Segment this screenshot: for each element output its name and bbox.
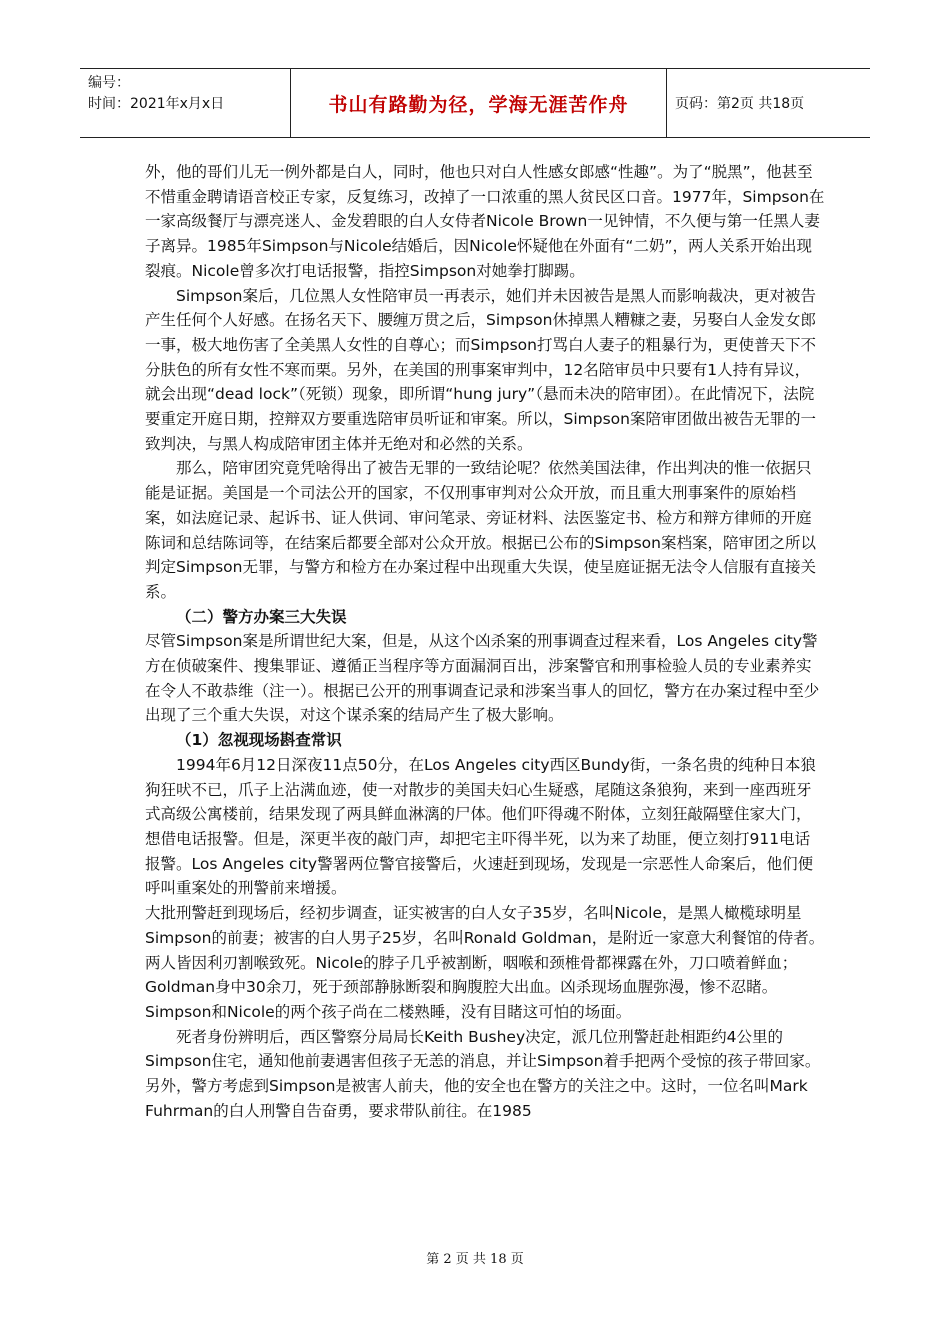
section-heading: （二）警方办案三大失误	[176, 607, 347, 626]
paragraph: 1994年6月12日深夜11点50分，在Los Angeles city西区Bundy街，一条名贵的纯种日本狼狗狂吠不已，爪子上沾满血迹，使一对散步的美国夫妇心生疑惑，尾随这条狼狗，来到一座西班牙式高级公寓楼前，结果发现了两具鲜血淋漓的尸体。他们吓得魂不附体，立刻狂敲隔壁住家大门，想借电话报警。但是，深更半夜的敲门声，却把宅主吓得半死，以为来了劫匪，便立刻打911电话报警。Los Angeles city警署两位警官接警后，火速赶到现场，发现是一宗恶性人命案后，他们便呼叫重案处的刑警前来增援。	[145, 755, 816, 898]
header-motto: 书山有路勤为径，学海无涯苦作舟	[291, 69, 667, 137]
date-label: 时间：2021年x月x日	[88, 96, 225, 112]
paragraph: 死者身份辨明后，西区警察分局局长Keith Bushey决定，派几位刑警赶赴相距约4公里的Simpson住宅，通知他前妻遇害但孩子无恙的消息，并让Simpson着手把两个受惊的孩子带回家。另外，警方考虑到Simpson是被害人前夫，他的安全也在警方的关注之中。这时，一位名叫Mark Fuhrman的白人刑警自告奋勇，要求带队前往。在1985	[145, 1027, 821, 1120]
paragraph: 大批刑警赶到现场后，经初步调查，证实被害的白人女子35岁，名叫Nicole，是黑人橄榄球明星Simpson的前妻；被害的白人男子25岁，名叫Ronald Goldman，是附近一家意大利餐馆的侍者。两人皆因利刃割喉致死。Nicole的脖子几乎被割断，咽喉和颈椎骨都裸露在外，刀口喷着鲜血；Goldman身中30余刀，死于颈部静脉断裂和胸腹腔大出血。凶杀现场血腥弥漫，惨不忍睹。Simpson和Nicole的两个孩子尚在二楼熟睡，没有目睹这可怕的场面。	[145, 904, 825, 1021]
subsection-heading: （1）忽视现场斟查常识	[176, 731, 342, 750]
paragraph: 那么，陪审团究竟凭啥得出了被告无罪的一致结论呢？依然美国法律，作出判决的惟一依据只能是证据。美国是一个司法公开的国家，不仅刑事审判对公众开放，而且重大刑事案件的原始档案，如法庭记录、起诉书、证人供词、审问笔录、旁证材料、法医鉴定书、检方和辩方律师的开庭陈词和总结陈词等，在结案后都要全部对公众开放。根据已公布的Simpson案档案，陪审团之所以判定Simpson无罪，与警方和检方在办案过程中出现重大失误，使呈庭证据无法令人信服有直接关系。	[145, 459, 816, 601]
header-page-info: 页码：第2页 共18页	[675, 96, 805, 112]
page-footer: 第 2 页 共 18 页	[426, 1252, 524, 1267]
header-info-cell	[80, 69, 291, 137]
paragraph: Simpson案后，几位黑人女性陪审员一再表示，她们并未因被告是黑人而影响裁决，更对被告产生任何个人好感。在扬名天下、腰缠万贯之后，Simpson休掉黑人糟糠之妻，另娶白人金发女郎一事，极大地伤害了全美黑人女性的自尊心；而Simpson打骂白人妻子的粗暴行为，更使普天下不分肤色的所有女性不寒而栗。另外，在美国的刑事案审判中，12名陪审员中只要有1人持有异议，就会出现“dead lock”（死锁）现象，即所谓“hung jury”（悬而未决的陪审团）。在此情况下，法院要重定开庭日期，控辩双方要重选陪审员听证和审案。所以，Simpson案陪审团做出被告无罪的一致判决，与黑人构成陪审团主体并无绝对和必然的关系。	[145, 286, 816, 453]
document-body	[145, 160, 825, 1123]
page-header	[80, 68, 870, 138]
paragraph: 外，他的哥们儿无一例外都是白人，同时，他也只对白人性感女郎感“性趣”。为了“脱黑”，他甚至不惜重金聘请语音校正专家，反复练习，改掉了一口浓重的黑人贫民区口音。1977年，Simpson在一家高级餐厅与漂亮迷人、金发碧眼的白人女侍者Nicole Brown一见钟情，不久便与第一任黑人妻子离异。1985年Simpson与Nicole结婚后，因Nicole怀疑他在外面有“二奶”，两人关系开始出现裂痕。Nicole曾多次打电话报警，指控Simpson对她拳打脚踢。	[145, 163, 825, 280]
serial-label: 编号：	[88, 75, 130, 91]
paragraph: 尽管Simpson案是所谓世纪大案，但是，从这个凶杀案的刑事调查过程来看，Los Angeles city警方在侦破案件、搜集罪证、遵循正当程序等方面漏洞百出，涉案警官和刑事检验人员的专业素养实在令人不敢恭维（注一）。根据已公开的刑事调查记录和涉案当事人的回忆，警方在办案过程中至少出现了三个重大失误，对这个谋杀案的结局产生了极大影响。	[145, 632, 820, 725]
